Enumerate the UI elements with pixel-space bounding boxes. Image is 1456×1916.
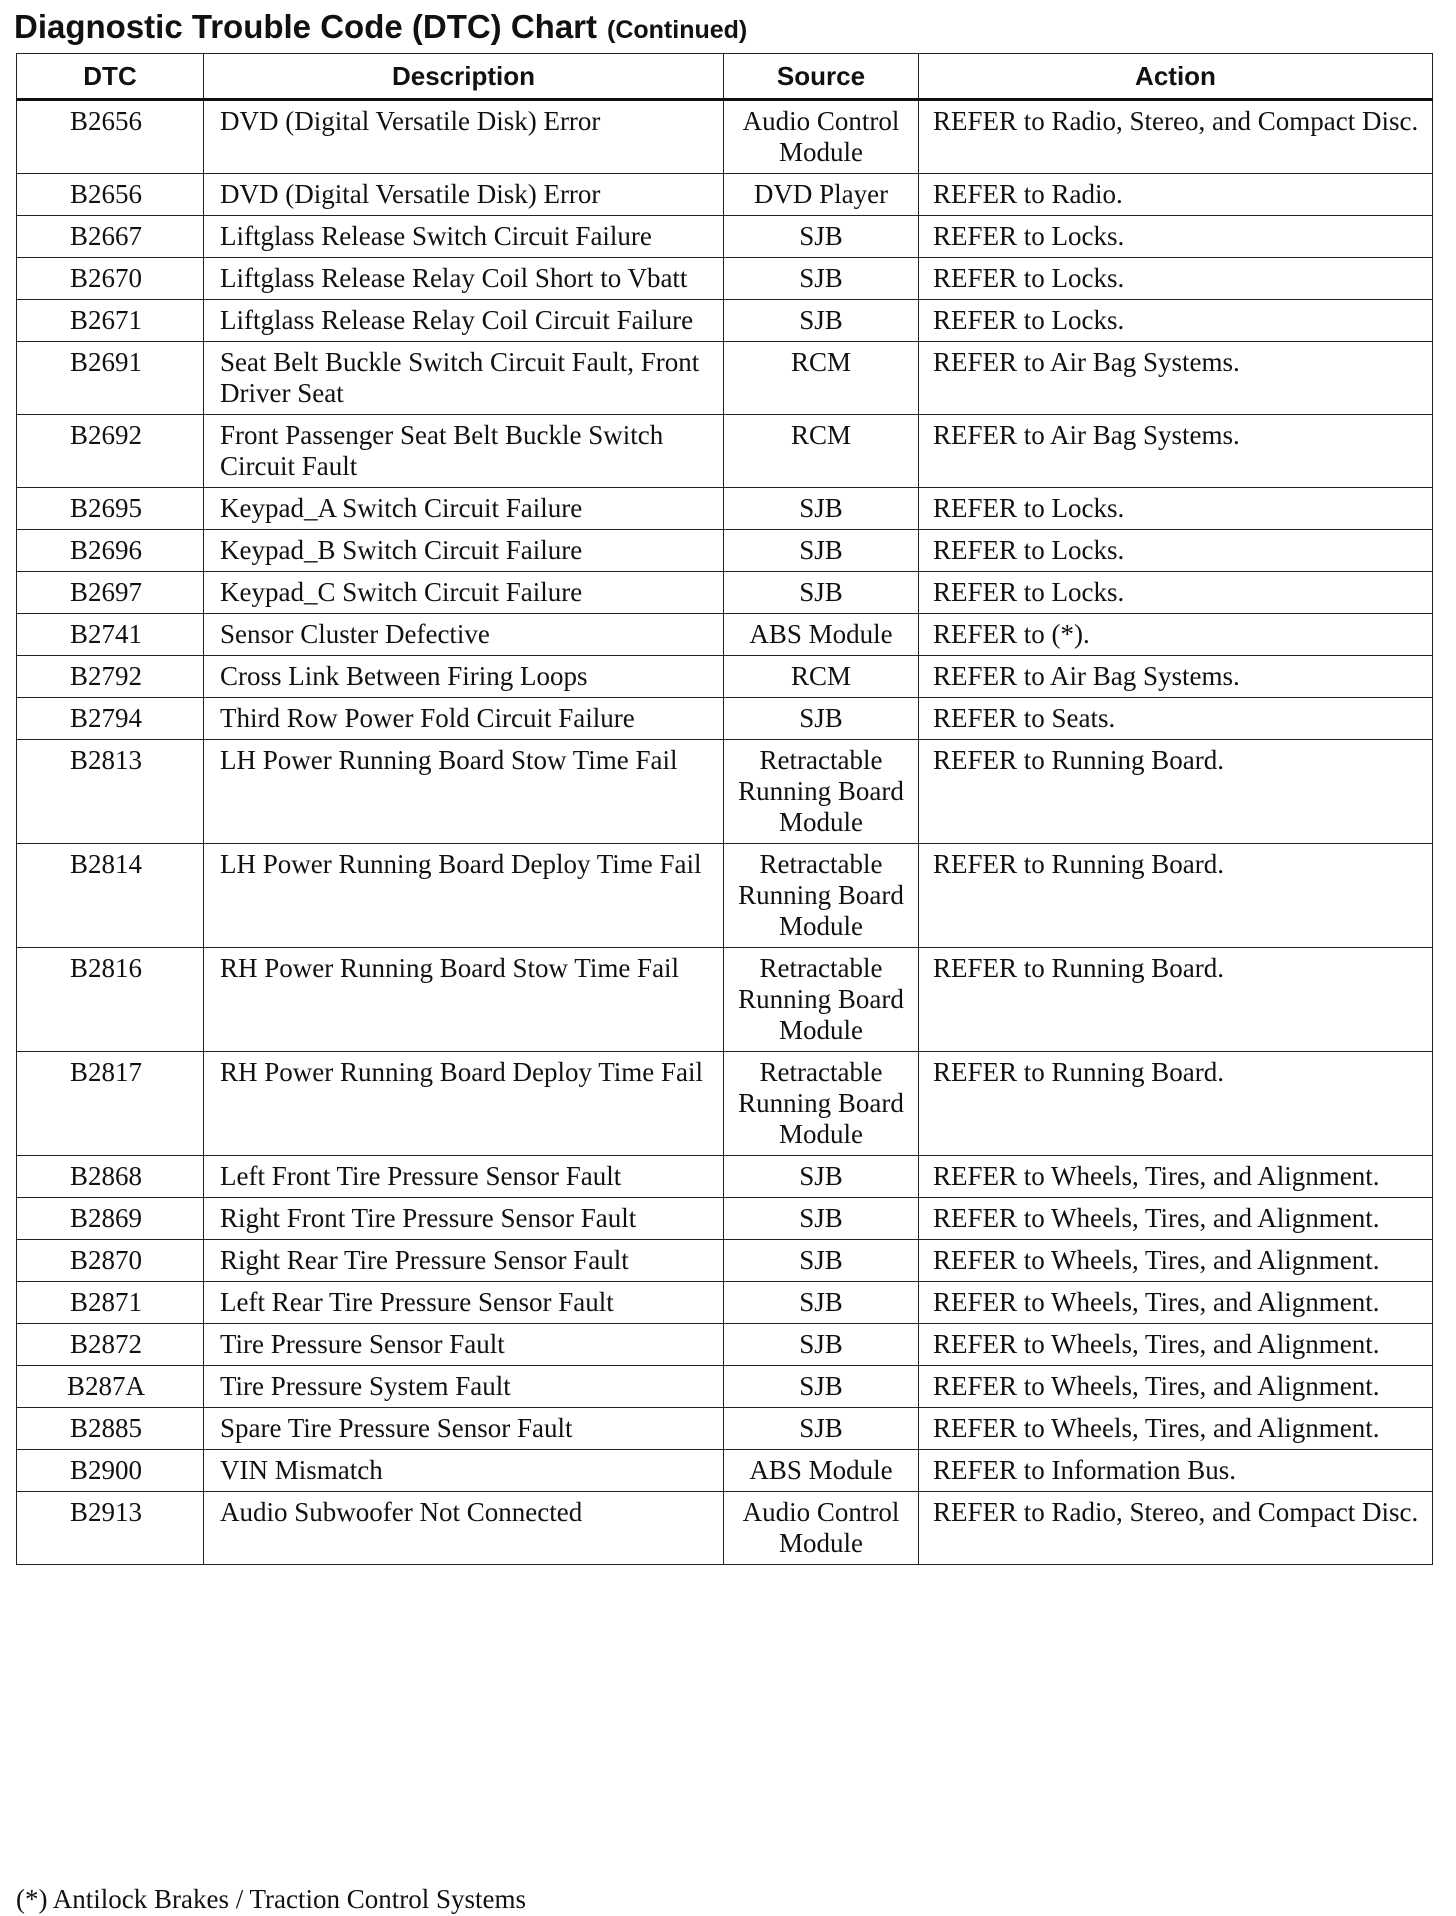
column-header-action: Action: [919, 54, 1433, 100]
action-cell: REFER to Locks.: [919, 530, 1433, 572]
source-cell: ABS Module: [724, 1450, 919, 1492]
description-cell: Liftglass Release Relay Coil Circuit Failure: [204, 300, 724, 342]
action-cell: REFER to (*).: [919, 614, 1433, 656]
action-cell: REFER to Running Board.: [919, 1052, 1433, 1156]
source-cell: SJB: [724, 216, 919, 258]
table-row: [17, 530, 1433, 572]
action-cell: REFER to Wheels, Tires, and Alignment.: [919, 1198, 1433, 1240]
dtc-code-cell: B2870: [17, 1240, 204, 1282]
description-cell: Left Front Tire Pressure Sensor Fault: [204, 1156, 724, 1198]
action-cell: REFER to Wheels, Tires, and Alignment.: [919, 1324, 1433, 1366]
action-cell: REFER to Locks.: [919, 300, 1433, 342]
table-row: [17, 698, 1433, 740]
table-row: [17, 415, 1433, 488]
action-cell: REFER to Running Board.: [919, 948, 1433, 1052]
source-cell: SJB: [724, 300, 919, 342]
dtc-code-cell: B2696: [17, 530, 204, 572]
source-cell: SJB: [724, 1240, 919, 1282]
table-body: [17, 100, 1433, 1565]
action-cell: REFER to Wheels, Tires, and Alignment.: [919, 1240, 1433, 1282]
table-row: [17, 572, 1433, 614]
dtc-code-cell: B2913: [17, 1492, 204, 1565]
description-cell: Liftglass Release Switch Circuit Failure: [204, 216, 724, 258]
table-row: [17, 656, 1433, 698]
description-cell: RH Power Running Board Deploy Time Fail: [204, 1052, 724, 1156]
description-cell: Sensor Cluster Defective: [204, 614, 724, 656]
description-cell: Liftglass Release Relay Coil Short to Vbatt: [204, 258, 724, 300]
dtc-code-cell: B2792: [17, 656, 204, 698]
dtc-code-cell: B2670: [17, 258, 204, 300]
table-row: [17, 948, 1433, 1052]
action-cell: REFER to Radio, Stereo, and Compact Disc.: [919, 100, 1433, 174]
source-cell: SJB: [724, 698, 919, 740]
source-cell: SJB: [724, 1156, 919, 1198]
dtc-table: [16, 53, 1433, 1565]
dtc-code-cell: B2813: [17, 740, 204, 844]
source-cell: DVD Player: [724, 174, 919, 216]
description-cell: Cross Link Between Firing Loops: [204, 656, 724, 698]
source-cell: Audio Control Module: [724, 100, 919, 174]
dtc-code-cell: B2816: [17, 948, 204, 1052]
action-cell: REFER to Wheels, Tires, and Alignment.: [919, 1156, 1433, 1198]
source-cell: Retractable Running Board Module: [724, 948, 919, 1052]
source-cell: Retractable Running Board Module: [724, 1052, 919, 1156]
dtc-code-cell: B287A: [17, 1366, 204, 1408]
table-row: [17, 1198, 1433, 1240]
description-cell: Tire Pressure System Fault: [204, 1366, 724, 1408]
source-cell: SJB: [724, 258, 919, 300]
table-row: [17, 1408, 1433, 1450]
dtc-code-cell: B2741: [17, 614, 204, 656]
source-cell: RCM: [724, 415, 919, 488]
chart-title: Diagnostic Trouble Code (DTC) Chart: [14, 8, 598, 45]
description-cell: Seat Belt Buckle Switch Circuit Fault, Front Driver Seat: [204, 342, 724, 415]
dtc-code-cell: B2868: [17, 1156, 204, 1198]
source-cell: SJB: [724, 1282, 919, 1324]
dtc-code-cell: B2872: [17, 1324, 204, 1366]
description-cell: DVD (Digital Versatile Disk) Error: [204, 174, 724, 216]
footnote: (*) Antilock Brakes / Traction Control Systems: [16, 1884, 526, 1914]
action-cell: REFER to Information Bus.: [919, 1450, 1433, 1492]
description-cell: Keypad_A Switch Circuit Failure: [204, 488, 724, 530]
dtc-code-cell: B2667: [17, 216, 204, 258]
table-row: [17, 342, 1433, 415]
action-cell: REFER to Wheels, Tires, and Alignment.: [919, 1408, 1433, 1450]
source-cell: Audio Control Module: [724, 1492, 919, 1565]
table-header: [17, 54, 1433, 100]
action-cell: REFER to Locks.: [919, 216, 1433, 258]
table-row: [17, 258, 1433, 300]
description-cell: LH Power Running Board Deploy Time Fail: [204, 844, 724, 948]
table-row: [17, 740, 1433, 844]
source-cell: SJB: [724, 530, 919, 572]
action-cell: REFER to Locks.: [919, 572, 1433, 614]
action-cell: REFER to Locks.: [919, 488, 1433, 530]
dtc-code-cell: B2900: [17, 1450, 204, 1492]
description-cell: Right Front Tire Pressure Sensor Fault: [204, 1198, 724, 1240]
dtc-code-cell: B2869: [17, 1198, 204, 1240]
description-cell: Third Row Power Fold Circuit Failure: [204, 698, 724, 740]
dtc-code-cell: B2695: [17, 488, 204, 530]
table-row: [17, 844, 1433, 948]
source-cell: SJB: [724, 572, 919, 614]
table-row: [17, 174, 1433, 216]
chart-subtitle: (Continued): [607, 16, 748, 44]
table-row: [17, 100, 1433, 174]
action-cell: REFER to Air Bag Systems.: [919, 656, 1433, 698]
description-cell: Front Passenger Seat Belt Buckle Switch Circuit Fault: [204, 415, 724, 488]
table-row: [17, 1282, 1433, 1324]
description-cell: Audio Subwoofer Not Connected: [204, 1492, 724, 1565]
table-row: [17, 1492, 1433, 1565]
description-cell: Spare Tire Pressure Sensor Fault: [204, 1408, 724, 1450]
action-cell: REFER to Locks.: [919, 258, 1433, 300]
description-cell: LH Power Running Board Stow Time Fail: [204, 740, 724, 844]
description-cell: Tire Pressure Sensor Fault: [204, 1324, 724, 1366]
source-cell: SJB: [724, 1408, 919, 1450]
table-row: [17, 1366, 1433, 1408]
dtc-code-cell: B2656: [17, 100, 204, 174]
dtc-code-cell: B2656: [17, 174, 204, 216]
table-row: [17, 488, 1433, 530]
column-header-source: Source: [724, 54, 919, 100]
column-header-dtc: DTC: [17, 54, 204, 100]
action-cell: REFER to Wheels, Tires, and Alignment.: [919, 1282, 1433, 1324]
table-row: [17, 1240, 1433, 1282]
dtc-code-cell: B2814: [17, 844, 204, 948]
action-cell: REFER to Wheels, Tires, and Alignment.: [919, 1366, 1433, 1408]
action-cell: REFER to Seats.: [919, 698, 1433, 740]
source-cell: RCM: [724, 656, 919, 698]
table-row: [17, 1324, 1433, 1366]
description-cell: Keypad_C Switch Circuit Failure: [204, 572, 724, 614]
source-cell: Retractable Running Board Module: [724, 740, 919, 844]
source-cell: RCM: [724, 342, 919, 415]
source-cell: SJB: [724, 1198, 919, 1240]
table-row: [17, 1156, 1433, 1198]
action-cell: REFER to Radio.: [919, 174, 1433, 216]
dtc-code-cell: B2817: [17, 1052, 204, 1156]
source-cell: SJB: [724, 1324, 919, 1366]
dtc-code-cell: B2871: [17, 1282, 204, 1324]
action-cell: REFER to Air Bag Systems.: [919, 342, 1433, 415]
table-row: [17, 614, 1433, 656]
action-cell: REFER to Running Board.: [919, 844, 1433, 948]
action-cell: REFER to Air Bag Systems.: [919, 415, 1433, 488]
action-cell: REFER to Running Board.: [919, 740, 1433, 844]
description-cell: Left Rear Tire Pressure Sensor Fault: [204, 1282, 724, 1324]
dtc-code-cell: B2697: [17, 572, 204, 614]
table-row: [17, 216, 1433, 258]
table-row: [17, 1450, 1433, 1492]
page-title: [14, 4, 747, 50]
description-cell: VIN Mismatch: [204, 1450, 724, 1492]
column-header-description: Description: [204, 54, 724, 100]
source-cell: SJB: [724, 1366, 919, 1408]
source-cell: SJB: [724, 488, 919, 530]
source-cell: Retractable Running Board Module: [724, 844, 919, 948]
description-cell: Keypad_B Switch Circuit Failure: [204, 530, 724, 572]
dtc-code-cell: B2671: [17, 300, 204, 342]
source-cell: ABS Module: [724, 614, 919, 656]
description-cell: RH Power Running Board Stow Time Fail: [204, 948, 724, 1052]
description-cell: Right Rear Tire Pressure Sensor Fault: [204, 1240, 724, 1282]
dtc-code-cell: B2691: [17, 342, 204, 415]
table-row: [17, 300, 1433, 342]
action-cell: REFER to Radio, Stereo, and Compact Disc.: [919, 1492, 1433, 1565]
table-row: [17, 1052, 1433, 1156]
dtc-code-cell: B2794: [17, 698, 204, 740]
dtc-code-cell: B2692: [17, 415, 204, 488]
dtc-code-cell: B2885: [17, 1408, 204, 1450]
description-cell: DVD (Digital Versatile Disk) Error: [204, 100, 724, 174]
